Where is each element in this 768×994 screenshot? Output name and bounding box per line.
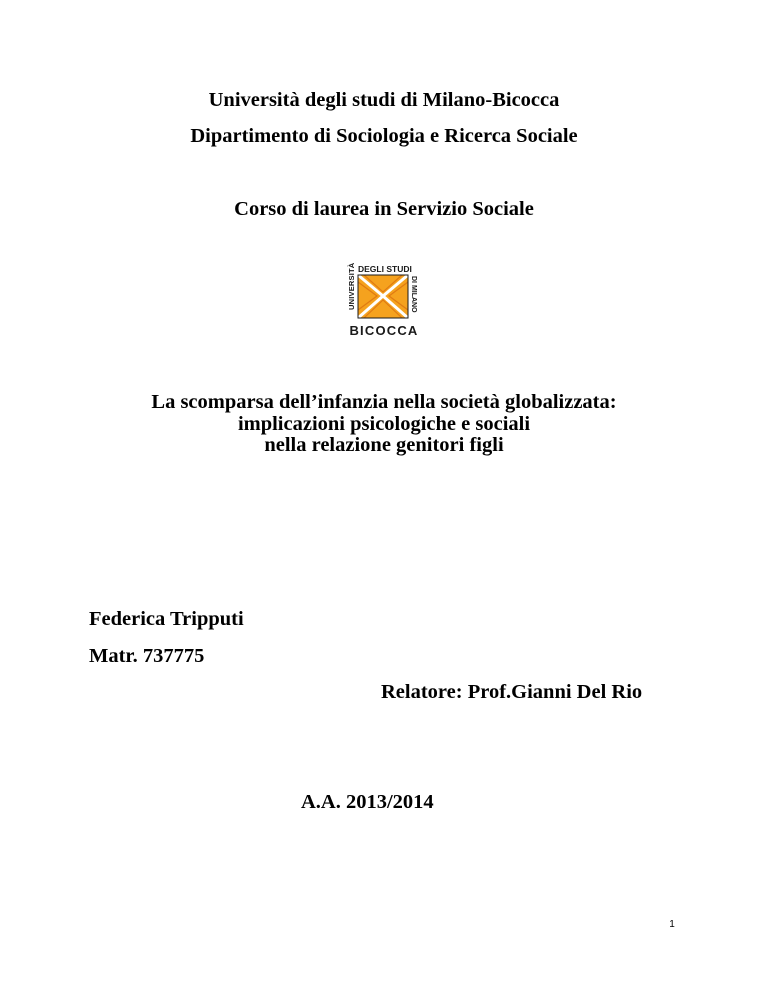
thesis-title bbox=[0, 392, 768, 457]
academic-year: A.A. 2013/2014 bbox=[301, 791, 434, 813]
logo-vertical-text: UNIVERSITÀ bbox=[347, 262, 356, 310]
department-name: Dipartimento di Sociologia e Ricerca Sociale bbox=[190, 125, 578, 147]
author-matricola: Matr. 737775 bbox=[89, 645, 205, 667]
author-name: Federica Tripputi bbox=[89, 608, 244, 630]
logo-side-text: DI MILANO bbox=[410, 276, 417, 313]
logo-emblem bbox=[358, 275, 408, 318]
thesis-title-line-1: La scomparsa dell’infanzia nella società globalizzata: bbox=[151, 391, 617, 413]
course-name: Corso di laurea in Servizio Sociale bbox=[234, 198, 534, 220]
thesis-title-line-2: implicazioni psicologiche e sociali bbox=[237, 412, 531, 435]
page-number: 1 bbox=[669, 919, 675, 930]
supervisor: Relatore: Prof.Gianni Del Rio bbox=[381, 681, 643, 703]
thesis-title-line-3: nella relazione genitori figli bbox=[264, 434, 504, 456]
university-name: Università degli studi di Milano-Bicocca bbox=[208, 89, 560, 111]
logo-top-text: DEGLI STUDI bbox=[358, 264, 412, 274]
logo-bottom-text: BICOCCA bbox=[349, 323, 419, 338]
university-logo bbox=[344, 262, 424, 338]
